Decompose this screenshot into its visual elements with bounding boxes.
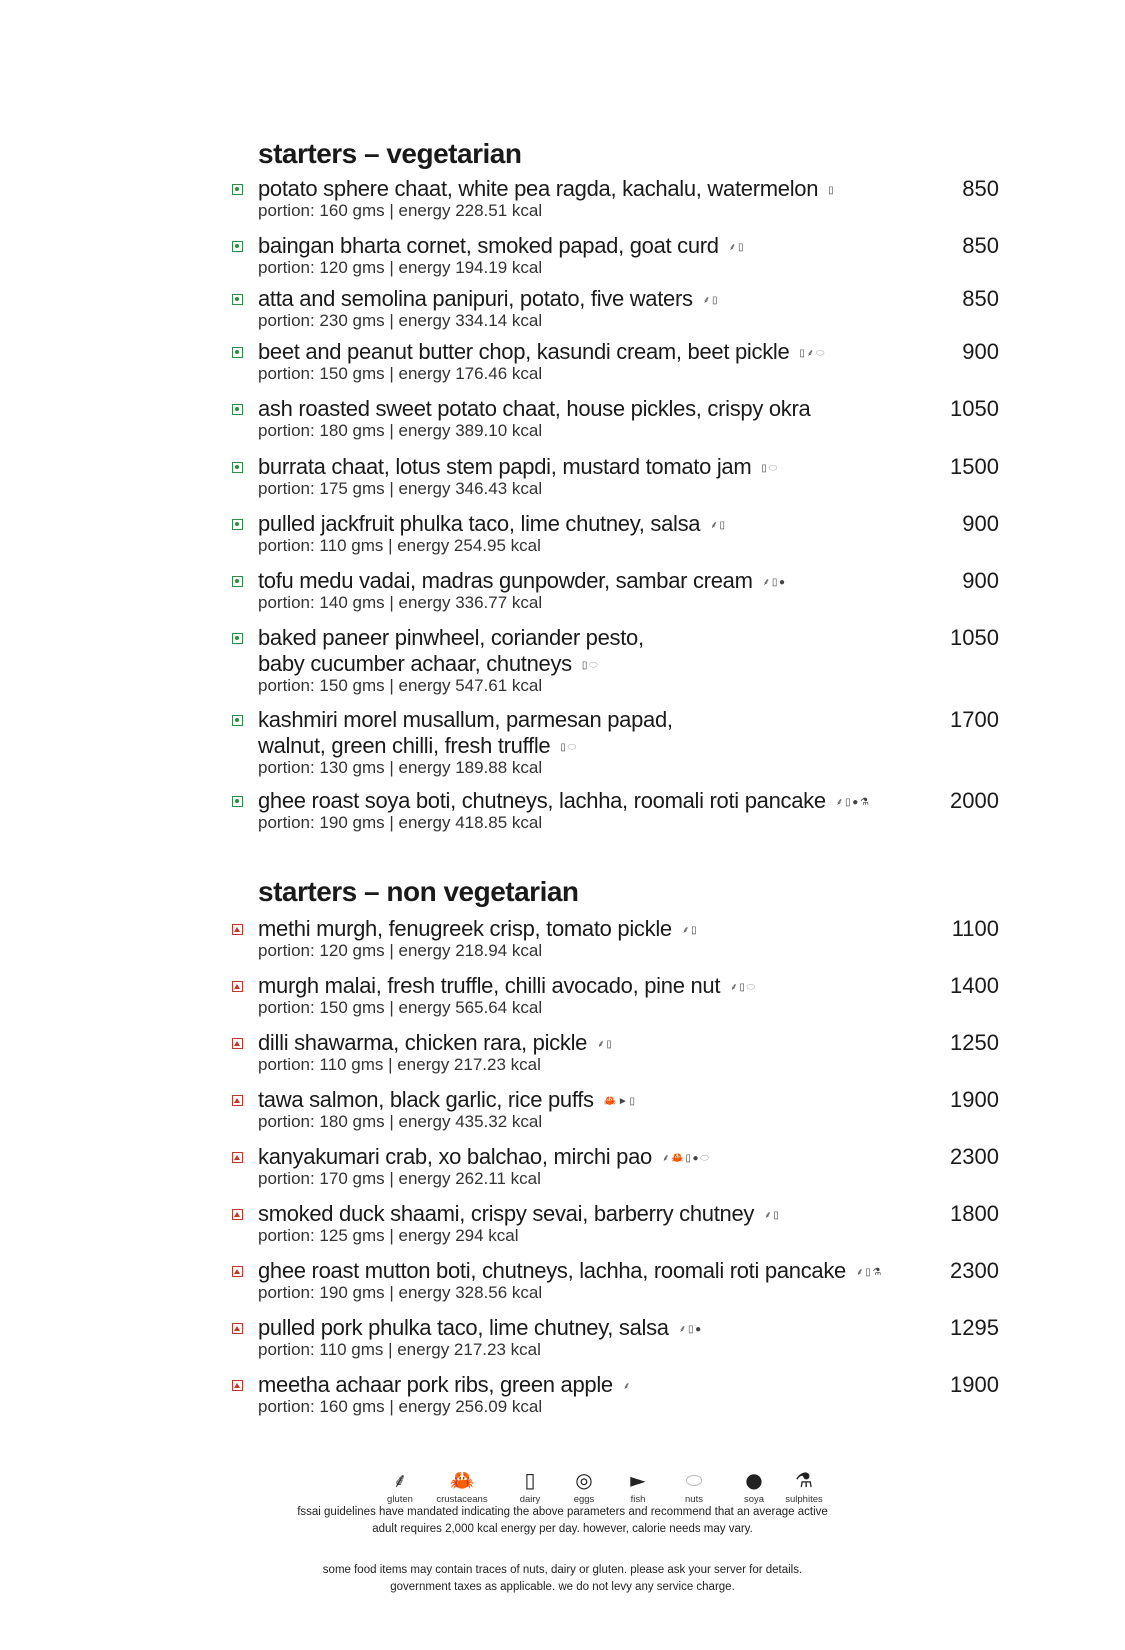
item-price: 1700 (950, 707, 999, 732)
non-veg-mark-icon (232, 1095, 243, 1106)
sulphites-icon: ⚗ (795, 1468, 813, 1492)
non-veg-mark-icon (232, 1380, 243, 1391)
item-name (258, 1030, 938, 1057)
item-allergens (582, 652, 599, 678)
dairy-icon: ▯ (685, 1153, 691, 1165)
veg-mark-icon (232, 576, 243, 587)
item-name-text: meetha achaar pork ribs, green apple (258, 1372, 613, 1397)
item-name (258, 1372, 938, 1399)
nuts-icon: ⬭ (567, 742, 576, 754)
gluten-icon: ⸙ (806, 348, 814, 360)
gluten-icon: ⸙ (661, 1153, 670, 1165)
non-veg-mark-icon (232, 1266, 243, 1277)
item-name-line (258, 511, 938, 538)
dairy-icon: ▯ (560, 742, 566, 754)
item-allergens (662, 1145, 711, 1171)
crustaceans-icon: 🦀 (449, 1468, 475, 1492)
item-allergens (761, 455, 778, 481)
item-name (258, 788, 938, 815)
sulphites-icon: ⚗ (872, 1267, 882, 1279)
item-name-line (258, 1087, 938, 1114)
item-portion: portion: 190 gms | energy 418.85 kcal (258, 813, 543, 832)
dairy-icon: ▯ (739, 982, 745, 994)
item-portion: portion: 110 gms | energy 217.23 kcal (258, 1340, 541, 1359)
item-name (258, 511, 938, 538)
item-name-line (258, 1030, 938, 1057)
legend-label: nuts (685, 1494, 703, 1505)
item-name-line (258, 625, 938, 651)
veg-mark-icon (232, 633, 243, 644)
item-name-line (258, 1372, 938, 1399)
item-price: 2300 (950, 1258, 999, 1283)
item-allergens (836, 789, 871, 815)
dairy-icon: ▯ (773, 1210, 779, 1222)
item-price: 1050 (950, 396, 999, 421)
section-title-vegetarian: starters – vegetarian (258, 138, 522, 169)
gluten-icon: ⸙ (702, 295, 710, 307)
legend-item-crustaceans (432, 1468, 492, 1506)
soya-icon: ● (695, 1324, 701, 1336)
item-name (258, 1144, 938, 1171)
item-name-text: ash roasted sweet potato chaat, house pickles, crispy okra (258, 396, 811, 421)
legend-label: sulphites (785, 1494, 823, 1505)
dairy-icon: ▯ (865, 1267, 871, 1279)
nuts-icon: ⬭ (685, 1468, 703, 1492)
item-price: 850 (962, 233, 999, 258)
item-name (258, 916, 938, 943)
dairy-icon: ▯ (828, 185, 834, 197)
item-price: 1400 (950, 973, 999, 998)
item-name-line (258, 1315, 938, 1342)
item-name (258, 1201, 938, 1228)
veg-mark-icon (232, 796, 243, 807)
gluten-icon: ⸙ (835, 797, 843, 809)
eggs-icon: ◎ (575, 1468, 593, 1492)
gluten-icon: ⸙ (728, 242, 736, 254)
item-name-text: pulled jackfruit phulka taco, lime chutney, salsa (258, 511, 701, 536)
item-portion: portion: 170 gms | energy 262.11 kcal (258, 1169, 541, 1188)
gluten-icon: ⸙ (678, 1324, 686, 1336)
item-name-text: beet and peanut butter chop, kasundi cream, beet pickle (258, 339, 790, 364)
soya-icon: ● (779, 577, 785, 589)
gluten-icon: ⸙ (622, 1381, 631, 1393)
item-price: 1500 (950, 454, 999, 479)
gluten-icon: ⸙ (730, 982, 738, 994)
item-name (258, 1087, 938, 1114)
item-price: 850 (962, 286, 999, 311)
veg-mark-icon (232, 294, 243, 305)
item-allergens (703, 287, 719, 313)
item-portion: portion: 150 gms | energy 176.46 kcal (258, 364, 543, 383)
item-name (258, 568, 938, 595)
fssai-note (0, 1504, 1125, 1538)
item-name-line (258, 568, 938, 595)
nuts-icon: ⬭ (700, 1153, 709, 1165)
item-name-text: ghee roast mutton boti, chutneys, lachha, roomali roti pancake (258, 1258, 846, 1283)
item-name-line (258, 454, 938, 481)
veg-mark-icon (232, 462, 243, 473)
item-name-text: pulled pork phulka taco, lime chutney, salsa (258, 1315, 669, 1340)
legend-item-dairy (500, 1468, 560, 1506)
item-portion: portion: 180 gms | energy 389.10 kcal (258, 421, 543, 440)
item-name (258, 396, 938, 422)
gluten-icon: ⸙ (762, 577, 770, 589)
crustaceans-icon: 🦀 (671, 1153, 684, 1165)
legend-item-nuts (664, 1468, 724, 1506)
item-price: 900 (962, 511, 999, 536)
item-portion: portion: 230 gms | energy 334.14 kcal (258, 311, 543, 330)
item-portion: portion: 120 gms | energy 218.94 kcal (258, 941, 543, 960)
item-name-line (258, 973, 938, 1000)
item-name-text: burrata chaat, lotus stem papdi, mustard tomato jam (258, 454, 752, 479)
item-name-line (258, 1144, 938, 1171)
item-portion: portion: 125 gms | energy 294 kcal (258, 1226, 519, 1245)
dairy-icon: ▯ (524, 1468, 536, 1492)
crustaceans-icon: 🦀 (603, 1096, 616, 1108)
item-price: 1295 (950, 1315, 999, 1340)
item-name-text: ghee roast soya boti, chutneys, lachha, roomali roti pancake (258, 788, 826, 813)
gluten-icon: ⸙ (764, 1210, 772, 1222)
item-name (258, 707, 938, 760)
gluten-icon: ⸙ (855, 1267, 864, 1279)
item-portion: portion: 110 gms | energy 217.23 kcal (258, 1055, 541, 1074)
soya-icon: ● (745, 1468, 763, 1492)
soya-icon: ● (852, 797, 858, 809)
legend-item-sulphites (774, 1468, 834, 1506)
dairy-icon: ▯ (711, 295, 718, 307)
disclaimer-note (0, 1562, 1125, 1596)
section-title-non-vegetarian: starters – non vegetarian (258, 876, 579, 907)
item-portion: portion: 120 gms | energy 194.19 kcal (258, 258, 543, 277)
item-name-line (258, 916, 938, 943)
item-name-text: baingan bharta cornet, smoked papad, goat curd (258, 233, 719, 258)
disclaimer-line-1: some food items may contain traces of nuts, dairy or gluten. please ask your server for details. (322, 1564, 803, 1576)
veg-mark-icon (232, 715, 243, 726)
item-portion: portion: 160 gms | energy 256.09 kcal (258, 1397, 543, 1416)
fish-icon: ► (630, 1468, 646, 1492)
item-name-line (258, 1201, 938, 1228)
gluten-icon: ⸙ (681, 925, 690, 937)
dairy-icon: ▯ (719, 520, 725, 532)
item-name (258, 233, 938, 260)
item-name-line (258, 339, 938, 366)
veg-mark-icon (232, 347, 243, 358)
item-allergens (682, 917, 698, 943)
item-name-text: tofu medu vadai, madras gunpowder, sambar cream (258, 568, 753, 593)
item-allergens (623, 1373, 632, 1399)
item-name-text: potato sphere chaat, white pea ragda, kachalu, watermelon (258, 176, 819, 201)
legend-item-gluten (370, 1468, 430, 1506)
item-name-text: atta and semolina panipuri, potato, five waters (258, 286, 693, 311)
item-name-text: baby cucumber achaar, chutneys (258, 651, 572, 676)
item-name (258, 973, 938, 1000)
dairy-icon: ▯ (687, 1324, 694, 1336)
item-allergens (679, 1316, 703, 1342)
item-portion: portion: 150 gms | energy 547.61 kcal (258, 676, 543, 695)
item-name-line (258, 286, 938, 313)
item-allergens (710, 512, 726, 538)
item-name-text: smoked duck shaami, crispy sevai, barberry chutney (258, 1201, 755, 1226)
dairy-icon: ▯ (771, 577, 778, 589)
fssai-note-line-2: adult requires 2,000 kcal energy per day. however, calorie needs may vary. (372, 1523, 753, 1535)
item-price: 2000 (950, 788, 999, 813)
veg-mark-icon (232, 519, 243, 530)
item-price: 1250 (950, 1030, 999, 1055)
legend-label: crustaceans (436, 1494, 488, 1505)
non-veg-mark-icon (232, 981, 243, 992)
item-price: 2300 (950, 1144, 999, 1169)
item-name-line (258, 396, 938, 422)
item-name (258, 176, 938, 203)
item-allergens (763, 569, 787, 595)
item-name-line (258, 1258, 938, 1285)
item-allergens (597, 1031, 613, 1057)
dairy-icon: ▯ (606, 1039, 612, 1051)
item-name (258, 625, 938, 678)
item-name-line (258, 707, 938, 733)
legend-label: soya (743, 1494, 765, 1505)
item-portion: portion: 160 gms | energy 228.51 kcal (258, 201, 543, 220)
disclaimer-line-2: government taxes as applicable. we do not levy any service charge. (390, 1581, 735, 1593)
item-name-line (258, 176, 938, 203)
item-name-line (258, 733, 938, 760)
item-portion: portion: 175 gms | energy 346.43 kcal (258, 479, 543, 498)
dairy-icon: ▯ (845, 797, 851, 809)
item-portion: portion: 130 gms | energy 189.88 kcal (258, 758, 543, 777)
nuts-icon: ⬭ (815, 348, 825, 360)
fssai-note-line-1: fssai guidelines have mandated indicating the above parameters and recommend that an average active (297, 1506, 828, 1518)
item-name-line (258, 651, 938, 678)
legend-label: dairy (519, 1494, 541, 1505)
item-name-text: methi murgh, fenugreek crisp, tomato pickle (258, 916, 672, 941)
item-name (258, 1315, 938, 1342)
item-price: 1900 (950, 1087, 999, 1112)
item-price: 850 (962, 176, 999, 201)
veg-mark-icon (232, 241, 243, 252)
item-name (258, 1258, 938, 1285)
dairy-icon: ▯ (581, 660, 588, 672)
item-allergens (828, 177, 835, 203)
item-name-text: murgh malai, fresh truffle, chilli avocado, pine nut (258, 973, 721, 998)
item-allergens (730, 974, 757, 1000)
dairy-icon: ▯ (629, 1096, 635, 1108)
item-portion: portion: 110 gms | energy 254.95 kcal (258, 536, 541, 555)
item-price: 900 (962, 339, 999, 364)
non-veg-mark-icon (232, 1323, 243, 1334)
non-veg-mark-icon (232, 1209, 243, 1220)
legend-label: eggs (573, 1494, 595, 1505)
item-price: 900 (962, 568, 999, 593)
veg-mark-icon (232, 404, 243, 415)
veg-mark-icon (232, 184, 243, 195)
item-portion: portion: 150 gms | energy 565.64 kcal (258, 998, 543, 1017)
fish-icon: ► (617, 1096, 628, 1108)
gluten-icon: ⸙ (392, 1468, 408, 1492)
item-name-line (258, 788, 938, 815)
gluten-icon: ⸙ (597, 1039, 605, 1051)
item-allergens (729, 234, 745, 260)
item-name-line (258, 233, 938, 260)
item-name (258, 286, 938, 313)
nuts-icon: ⬭ (768, 463, 777, 475)
item-name-text: tawa salmon, black garlic, rice puffs (258, 1087, 594, 1112)
item-allergens (604, 1088, 637, 1114)
item-portion: portion: 180 gms | energy 435.32 kcal (258, 1112, 543, 1131)
legend-label: fish (630, 1494, 646, 1505)
item-name-text: baked paneer pinwheel, coriander pesto, (258, 625, 644, 650)
nuts-icon: ⬭ (746, 982, 755, 994)
gluten-icon: ⸙ (710, 520, 718, 532)
item-name (258, 339, 938, 366)
item-price: 1100 (951, 916, 999, 941)
non-veg-mark-icon (232, 1152, 243, 1163)
item-allergens (856, 1259, 883, 1285)
non-veg-mark-icon (232, 1038, 243, 1049)
item-name (258, 454, 938, 481)
non-veg-mark-icon (232, 924, 243, 935)
item-allergens (560, 734, 577, 760)
legend-label: gluten (387, 1494, 413, 1505)
dairy-icon: ▯ (761, 463, 767, 475)
sulphites-icon: ⚗ (859, 797, 869, 809)
item-name-text: kanyakumari crab, xo balchao, mirchi pao (258, 1144, 652, 1169)
item-name-text: kashmiri morel musallum, parmesan papad, (258, 707, 673, 732)
item-allergens (764, 1202, 780, 1228)
dairy-icon: ▯ (737, 242, 744, 254)
item-name-text: walnut, green chilli, fresh truffle (258, 733, 551, 758)
dairy-icon: ▯ (799, 348, 805, 360)
item-allergens (799, 340, 826, 366)
item-price: 1800 (950, 1201, 999, 1226)
item-price: 1900 (950, 1372, 999, 1397)
legend-item-eggs (554, 1468, 614, 1506)
item-price: 1050 (950, 625, 999, 650)
item-name-text: dilli shawarma, chicken rara, pickle (258, 1030, 588, 1055)
legend-item-fish (608, 1468, 668, 1506)
dairy-icon: ▯ (691, 925, 697, 937)
soya-icon: ● (692, 1153, 699, 1165)
nuts-icon: ⬭ (589, 660, 598, 672)
item-portion: portion: 190 gms | energy 328.56 kcal (258, 1283, 543, 1302)
item-portion: portion: 140 gms | energy 336.77 kcal (258, 593, 543, 612)
